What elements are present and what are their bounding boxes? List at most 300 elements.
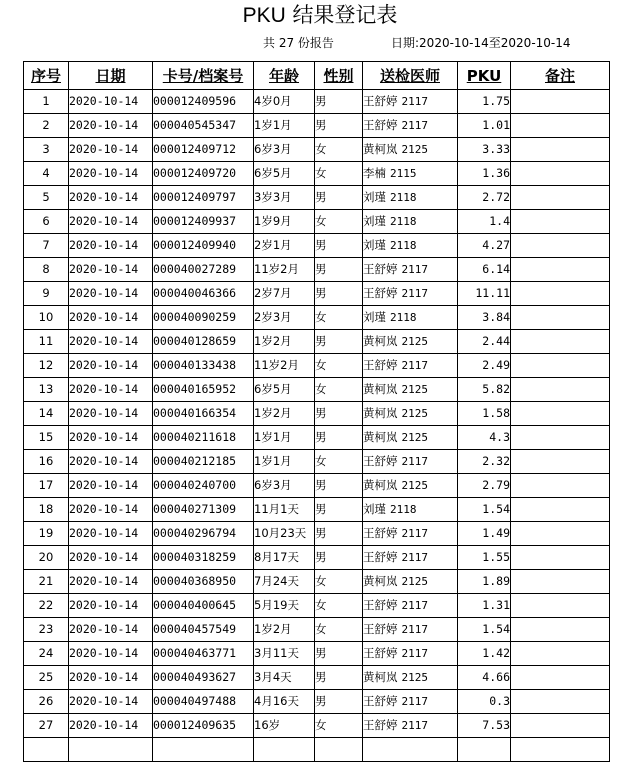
doctor-id: 2117 bbox=[401, 119, 428, 132]
header-seq: 序号 bbox=[24, 62, 69, 90]
doctor-name: 王舒婷 bbox=[363, 598, 398, 612]
cell-sex: 男 bbox=[315, 690, 363, 714]
empty-row bbox=[24, 738, 610, 762]
cell-note bbox=[511, 642, 610, 666]
cell-doctor bbox=[363, 234, 458, 258]
cell-seq: 13 bbox=[24, 378, 69, 402]
doctor-id: 2117 bbox=[401, 623, 428, 636]
cell-note bbox=[511, 378, 610, 402]
cell-pku: 1.54 bbox=[458, 498, 511, 522]
cell-age: 5月19天 bbox=[254, 594, 315, 618]
table-row bbox=[24, 330, 610, 354]
cell-date: 2020-10-14 bbox=[69, 306, 153, 330]
report-title bbox=[0, 2, 640, 29]
cell-pku: 2.49 bbox=[458, 354, 511, 378]
table-row bbox=[24, 378, 610, 402]
cell-sex: 男 bbox=[315, 522, 363, 546]
doctor-name: 黄柯岚 bbox=[363, 574, 398, 588]
doctor-id: 2117 bbox=[401, 719, 428, 732]
cell-seq: 12 bbox=[24, 354, 69, 378]
cell-sex: 男 bbox=[315, 642, 363, 666]
table-row bbox=[24, 570, 610, 594]
cell-card: 000040296794 bbox=[153, 522, 254, 546]
cell-seq: 25 bbox=[24, 666, 69, 690]
report-count: 共 27 份报告 bbox=[263, 36, 334, 50]
doctor-name: 王舒婷 bbox=[363, 454, 398, 468]
doctor-id: 2125 bbox=[401, 335, 428, 348]
doctor-name: 刘瑾 bbox=[363, 214, 386, 228]
table-row bbox=[24, 618, 610, 642]
empty-cell bbox=[254, 738, 315, 762]
cell-date: 2020-10-14 bbox=[69, 114, 153, 138]
doctor-name: 黄柯岚 bbox=[363, 382, 398, 396]
doctor-name: 王舒婷 bbox=[363, 646, 398, 660]
cell-pku: 4.3 bbox=[458, 426, 511, 450]
cell-date: 2020-10-14 bbox=[69, 282, 153, 306]
cell-age: 11月1天 bbox=[254, 498, 315, 522]
cell-age: 6岁3月 bbox=[254, 138, 315, 162]
cell-seq: 10 bbox=[24, 306, 69, 330]
cell-age: 1岁2月 bbox=[254, 402, 315, 426]
cell-age: 4月16天 bbox=[254, 690, 315, 714]
cell-note bbox=[511, 546, 610, 570]
doctor-name: 王舒婷 bbox=[363, 358, 398, 372]
cell-date: 2020-10-14 bbox=[69, 642, 153, 666]
cell-card: 000040318259 bbox=[153, 546, 254, 570]
table-row bbox=[24, 138, 610, 162]
cell-card: 000012409635 bbox=[153, 714, 254, 738]
cell-pku: 3.33 bbox=[458, 138, 511, 162]
cell-sex: 男 bbox=[315, 114, 363, 138]
cell-age: 1岁1月 bbox=[254, 426, 315, 450]
cell-age: 1岁2月 bbox=[254, 330, 315, 354]
cell-age: 3月11天 bbox=[254, 642, 315, 666]
cell-card: 000040166354 bbox=[153, 402, 254, 426]
cell-note bbox=[511, 402, 610, 426]
doctor-name: 王舒婷 bbox=[363, 526, 398, 540]
empty-cell bbox=[315, 738, 363, 762]
cell-doctor bbox=[363, 90, 458, 114]
cell-date: 2020-10-14 bbox=[69, 426, 153, 450]
cell-pku: 5.82 bbox=[458, 378, 511, 402]
cell-seq: 21 bbox=[24, 570, 69, 594]
doctor-id: 2125 bbox=[401, 575, 428, 588]
cell-seq: 23 bbox=[24, 618, 69, 642]
cell-date: 2020-10-14 bbox=[69, 714, 153, 738]
doctor-id: 2118 bbox=[390, 191, 417, 204]
cell-card: 000040165952 bbox=[153, 378, 254, 402]
cell-sex: 男 bbox=[315, 330, 363, 354]
empty-cell bbox=[153, 738, 254, 762]
doctor-id: 2117 bbox=[401, 95, 428, 108]
doctor-name: 王舒婷 bbox=[363, 550, 398, 564]
cell-card: 000040027289 bbox=[153, 258, 254, 282]
cell-pku: 1.75 bbox=[458, 90, 511, 114]
doctor-id: 2117 bbox=[401, 599, 428, 612]
cell-seq: 22 bbox=[24, 594, 69, 618]
header-age: 年龄 bbox=[254, 62, 315, 90]
cell-doctor bbox=[363, 306, 458, 330]
table-row bbox=[24, 690, 610, 714]
cell-note bbox=[511, 666, 610, 690]
cell-doctor bbox=[363, 402, 458, 426]
cell-doctor bbox=[363, 522, 458, 546]
doctor-name: 刘瑾 bbox=[363, 238, 386, 252]
cell-sex: 男 bbox=[315, 186, 363, 210]
table-row bbox=[24, 90, 610, 114]
cell-sex: 男 bbox=[315, 666, 363, 690]
doctor-name: 刘瑾 bbox=[363, 502, 386, 516]
cell-note bbox=[511, 186, 610, 210]
cell-sex: 女 bbox=[315, 138, 363, 162]
header-note: 备注 bbox=[511, 62, 610, 90]
cell-pku: 1.31 bbox=[458, 594, 511, 618]
cell-sex: 女 bbox=[315, 594, 363, 618]
cell-card: 000040493627 bbox=[153, 666, 254, 690]
cell-sex: 男 bbox=[315, 498, 363, 522]
header-sex: 性别 bbox=[315, 62, 363, 90]
doctor-name: 王舒婷 bbox=[363, 694, 398, 708]
cell-card: 000012409797 bbox=[153, 186, 254, 210]
table-row bbox=[24, 210, 610, 234]
cell-date: 2020-10-14 bbox=[69, 186, 153, 210]
cell-doctor bbox=[363, 114, 458, 138]
cell-card: 000040090259 bbox=[153, 306, 254, 330]
cell-note bbox=[511, 498, 610, 522]
cell-age: 2岁3月 bbox=[254, 306, 315, 330]
cell-doctor bbox=[363, 546, 458, 570]
cell-date: 2020-10-14 bbox=[69, 354, 153, 378]
cell-doctor bbox=[363, 714, 458, 738]
table-row bbox=[24, 642, 610, 666]
cell-doctor bbox=[363, 618, 458, 642]
table-body bbox=[24, 90, 610, 762]
doctor-name: 黄柯岚 bbox=[363, 334, 398, 348]
cell-date: 2020-10-14 bbox=[69, 666, 153, 690]
cell-date: 2020-10-14 bbox=[69, 690, 153, 714]
doctor-id: 2125 bbox=[401, 479, 428, 492]
cell-age: 2岁1月 bbox=[254, 234, 315, 258]
table-row bbox=[24, 450, 610, 474]
cell-age: 6岁5月 bbox=[254, 378, 315, 402]
cell-date: 2020-10-14 bbox=[69, 546, 153, 570]
cell-sex: 男 bbox=[315, 282, 363, 306]
header-card: 卡号/档案号 bbox=[153, 62, 254, 90]
cell-pku: 1.42 bbox=[458, 642, 511, 666]
doctor-name: 王舒婷 bbox=[363, 718, 398, 732]
table-row bbox=[24, 498, 610, 522]
cell-note bbox=[511, 426, 610, 450]
table-row bbox=[24, 426, 610, 450]
doctor-name: 王舒婷 bbox=[363, 94, 398, 108]
cell-doctor bbox=[363, 210, 458, 234]
cell-card: 000040368950 bbox=[153, 570, 254, 594]
table-row bbox=[24, 354, 610, 378]
cell-doctor bbox=[363, 570, 458, 594]
cell-age: 1岁9月 bbox=[254, 210, 315, 234]
empty-cell bbox=[363, 738, 458, 762]
cell-note bbox=[511, 354, 610, 378]
cell-note bbox=[511, 162, 610, 186]
cell-age: 6岁5月 bbox=[254, 162, 315, 186]
cell-note bbox=[511, 306, 610, 330]
cell-doctor bbox=[363, 498, 458, 522]
cell-date: 2020-10-14 bbox=[69, 90, 153, 114]
doctor-id: 2117 bbox=[401, 527, 428, 540]
cell-seq: 17 bbox=[24, 474, 69, 498]
cell-doctor bbox=[363, 258, 458, 282]
cell-card: 000040463771 bbox=[153, 642, 254, 666]
cell-note bbox=[511, 618, 610, 642]
cell-sex: 女 bbox=[315, 162, 363, 186]
table-row bbox=[24, 474, 610, 498]
cell-date: 2020-10-14 bbox=[69, 570, 153, 594]
cell-age: 4岁0月 bbox=[254, 90, 315, 114]
cell-age: 6岁3月 bbox=[254, 474, 315, 498]
cell-note bbox=[511, 570, 610, 594]
doctor-id: 2117 bbox=[401, 455, 428, 468]
cell-doctor bbox=[363, 642, 458, 666]
cell-card: 000040545347 bbox=[153, 114, 254, 138]
cell-seq: 24 bbox=[24, 642, 69, 666]
doctor-name: 黄柯岚 bbox=[363, 670, 398, 684]
cell-sex: 女 bbox=[315, 450, 363, 474]
cell-age: 2岁7月 bbox=[254, 282, 315, 306]
cell-sex: 女 bbox=[315, 570, 363, 594]
cell-seq: 18 bbox=[24, 498, 69, 522]
doctor-name: 刘瑾 bbox=[363, 310, 386, 324]
cell-pku: 1.49 bbox=[458, 522, 511, 546]
cell-doctor bbox=[363, 162, 458, 186]
empty-cell bbox=[69, 738, 153, 762]
cell-sex: 男 bbox=[315, 474, 363, 498]
cell-doctor bbox=[363, 474, 458, 498]
cell-card: 000040046366 bbox=[153, 282, 254, 306]
cell-card: 000012409596 bbox=[153, 90, 254, 114]
cell-pku: 2.79 bbox=[458, 474, 511, 498]
cell-card: 000012409720 bbox=[153, 162, 254, 186]
cell-age: 11岁2月 bbox=[254, 258, 315, 282]
doctor-name: 黄柯岚 bbox=[363, 478, 398, 492]
cell-pku: 6.14 bbox=[458, 258, 511, 282]
table-row bbox=[24, 594, 610, 618]
cell-sex: 男 bbox=[315, 90, 363, 114]
cell-sex: 女 bbox=[315, 210, 363, 234]
doctor-id: 2118 bbox=[390, 215, 417, 228]
table-row bbox=[24, 282, 610, 306]
report-title-suffix: 结果登记表 bbox=[292, 3, 398, 27]
cell-pku: 1.01 bbox=[458, 114, 511, 138]
cell-note bbox=[511, 522, 610, 546]
cell-pku: 1.54 bbox=[458, 618, 511, 642]
cell-seq: 7 bbox=[24, 234, 69, 258]
cell-pku: 4.27 bbox=[458, 234, 511, 258]
cell-note bbox=[511, 474, 610, 498]
doctor-id: 2118 bbox=[390, 239, 417, 252]
cell-seq: 11 bbox=[24, 330, 69, 354]
cell-age: 1岁1月 bbox=[254, 450, 315, 474]
doctor-id: 2117 bbox=[401, 551, 428, 564]
cell-note bbox=[511, 714, 610, 738]
cell-sex: 男 bbox=[315, 234, 363, 258]
cell-card: 000040128659 bbox=[153, 330, 254, 354]
cell-seq: 6 bbox=[24, 210, 69, 234]
cell-card: 000040400645 bbox=[153, 594, 254, 618]
cell-date: 2020-10-14 bbox=[69, 234, 153, 258]
table-row bbox=[24, 234, 610, 258]
cell-pku: 3.84 bbox=[458, 306, 511, 330]
cell-note bbox=[511, 258, 610, 282]
cell-card: 000040212185 bbox=[153, 450, 254, 474]
cell-card: 000012409712 bbox=[153, 138, 254, 162]
cell-pku: 0.3 bbox=[458, 690, 511, 714]
cell-note bbox=[511, 282, 610, 306]
cell-sex: 女 bbox=[315, 378, 363, 402]
report-title-prefix: PKU bbox=[242, 4, 286, 27]
cell-date: 2020-10-14 bbox=[69, 210, 153, 234]
cell-age: 1岁2月 bbox=[254, 618, 315, 642]
cell-card: 000040211618 bbox=[153, 426, 254, 450]
table-row bbox=[24, 546, 610, 570]
cell-pku: 1.36 bbox=[458, 162, 511, 186]
header-date: 日期 bbox=[69, 62, 153, 90]
cell-pku: 4.66 bbox=[458, 666, 511, 690]
cell-seq: 4 bbox=[24, 162, 69, 186]
doctor-name: 黄柯岚 bbox=[363, 430, 398, 444]
cell-card: 000040133438 bbox=[153, 354, 254, 378]
cell-age: 1岁1月 bbox=[254, 114, 315, 138]
cell-pku: 1.58 bbox=[458, 402, 511, 426]
cell-note bbox=[511, 690, 610, 714]
cell-seq: 26 bbox=[24, 690, 69, 714]
cell-age: 3月4天 bbox=[254, 666, 315, 690]
cell-doctor bbox=[363, 594, 458, 618]
report-date-range: 日期:2020-10-14至2020-10-14 bbox=[391, 36, 571, 50]
doctor-name: 王舒婷 bbox=[363, 262, 398, 276]
table-row bbox=[24, 114, 610, 138]
header-pku: PKU bbox=[458, 62, 511, 90]
cell-note bbox=[511, 234, 610, 258]
doctor-id: 2115 bbox=[390, 167, 417, 180]
cell-date: 2020-10-14 bbox=[69, 474, 153, 498]
cell-card: 000040271309 bbox=[153, 498, 254, 522]
table-row bbox=[24, 714, 610, 738]
cell-card: 000012409940 bbox=[153, 234, 254, 258]
doctor-id: 2125 bbox=[401, 431, 428, 444]
cell-sex: 男 bbox=[315, 546, 363, 570]
cell-note bbox=[511, 90, 610, 114]
cell-pku: 11.11 bbox=[458, 282, 511, 306]
cell-doctor bbox=[363, 690, 458, 714]
cell-card: 000012409937 bbox=[153, 210, 254, 234]
table-row bbox=[24, 186, 610, 210]
cell-date: 2020-10-14 bbox=[69, 402, 153, 426]
cell-pku: 2.32 bbox=[458, 450, 511, 474]
cell-sex: 女 bbox=[315, 618, 363, 642]
table-row bbox=[24, 402, 610, 426]
doctor-name: 黄柯岚 bbox=[363, 142, 398, 156]
doctor-name: 李楠 bbox=[363, 166, 386, 180]
doctor-name: 黄柯岚 bbox=[363, 406, 398, 420]
cell-note bbox=[511, 138, 610, 162]
doctor-id: 2125 bbox=[401, 407, 428, 420]
doctor-id: 2118 bbox=[390, 503, 417, 516]
empty-cell bbox=[511, 738, 610, 762]
cell-doctor bbox=[363, 330, 458, 354]
cell-sex: 女 bbox=[315, 306, 363, 330]
cell-age: 10月23天 bbox=[254, 522, 315, 546]
cell-doctor bbox=[363, 426, 458, 450]
doctor-id: 2125 bbox=[401, 383, 428, 396]
cell-date: 2020-10-14 bbox=[69, 258, 153, 282]
empty-cell bbox=[24, 738, 69, 762]
cell-note bbox=[511, 594, 610, 618]
cell-sex: 男 bbox=[315, 258, 363, 282]
cell-pku: 2.72 bbox=[458, 186, 511, 210]
table-row bbox=[24, 522, 610, 546]
cell-sex: 男 bbox=[315, 426, 363, 450]
cell-note bbox=[511, 330, 610, 354]
doctor-name: 刘瑾 bbox=[363, 190, 386, 204]
cell-age: 7月24天 bbox=[254, 570, 315, 594]
cell-pku: 1.89 bbox=[458, 570, 511, 594]
cell-date: 2020-10-14 bbox=[69, 162, 153, 186]
doctor-id: 2117 bbox=[401, 287, 428, 300]
cell-note bbox=[511, 114, 610, 138]
cell-note bbox=[511, 210, 610, 234]
results-table bbox=[23, 61, 610, 762]
cell-seq: 19 bbox=[24, 522, 69, 546]
cell-card: 000040457549 bbox=[153, 618, 254, 642]
cell-seq: 15 bbox=[24, 426, 69, 450]
cell-age: 16岁 bbox=[254, 714, 315, 738]
cell-doctor bbox=[363, 186, 458, 210]
cell-seq: 20 bbox=[24, 546, 69, 570]
cell-doctor bbox=[363, 282, 458, 306]
cell-note bbox=[511, 450, 610, 474]
cell-pku: 1.55 bbox=[458, 546, 511, 570]
cell-seq: 2 bbox=[24, 114, 69, 138]
cell-seq: 5 bbox=[24, 186, 69, 210]
doctor-id: 2117 bbox=[401, 263, 428, 276]
cell-date: 2020-10-14 bbox=[69, 378, 153, 402]
cell-seq: 14 bbox=[24, 402, 69, 426]
table-header-row bbox=[24, 62, 610, 90]
empty-cell bbox=[458, 738, 511, 762]
cell-seq: 27 bbox=[24, 714, 69, 738]
doctor-name: 王舒婷 bbox=[363, 286, 398, 300]
table-row bbox=[24, 162, 610, 186]
cell-sex: 女 bbox=[315, 714, 363, 738]
cell-seq: 1 bbox=[24, 90, 69, 114]
doctor-id: 2117 bbox=[401, 359, 428, 372]
cell-seq: 16 bbox=[24, 450, 69, 474]
table-row bbox=[24, 306, 610, 330]
cell-seq: 9 bbox=[24, 282, 69, 306]
cell-doctor bbox=[363, 378, 458, 402]
cell-date: 2020-10-14 bbox=[69, 330, 153, 354]
cell-date: 2020-10-14 bbox=[69, 594, 153, 618]
cell-date: 2020-10-14 bbox=[69, 618, 153, 642]
doctor-id: 2117 bbox=[401, 695, 428, 708]
cell-doctor bbox=[363, 138, 458, 162]
cell-sex: 男 bbox=[315, 402, 363, 426]
cell-age: 8月17天 bbox=[254, 546, 315, 570]
doctor-name: 王舒婷 bbox=[363, 622, 398, 636]
table-row bbox=[24, 666, 610, 690]
doctor-name: 王舒婷 bbox=[363, 118, 398, 132]
cell-doctor bbox=[363, 666, 458, 690]
